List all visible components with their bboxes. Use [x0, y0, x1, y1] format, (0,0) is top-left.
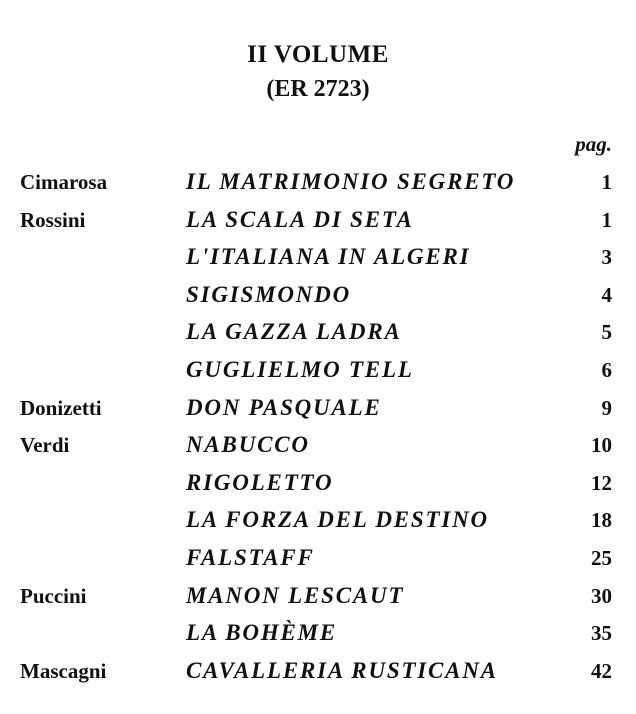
opera-title: LA GAZZA LADRA: [186, 319, 402, 345]
page-number: 3: [601, 245, 612, 270]
list-item: [0, 465, 636, 503]
page-number: 42: [591, 658, 612, 683]
page-column-label: pag.: [575, 132, 612, 156]
opera-title: GUGLIELMO TELL: [186, 356, 414, 382]
opera-title: CAVALLERIA RUSTICANA: [186, 657, 498, 683]
opera-title: NABUCCO: [186, 432, 310, 458]
page-number: 5: [601, 320, 612, 345]
opera-title: SIGISMONDO: [186, 281, 351, 307]
composer-name: Donizetti: [20, 395, 102, 420]
composer-name: Puccini: [20, 583, 87, 608]
list-item: [0, 314, 636, 352]
page-number: 4: [601, 282, 612, 307]
composer-name: Rossini: [20, 207, 86, 232]
list-item: [0, 502, 636, 540]
page-number: 9: [601, 395, 612, 420]
page-number: 35: [591, 621, 612, 646]
list-item: [0, 578, 636, 616]
list-item: [0, 277, 636, 315]
list-item: [0, 540, 636, 578]
opera-title: LA FORZA DEL DESTINO: [186, 507, 489, 533]
list-item: [0, 390, 636, 428]
list-item: [0, 202, 636, 240]
page-number: 30: [591, 583, 612, 608]
opera-title: FALSTAFF: [186, 544, 315, 570]
list-item: [0, 653, 636, 691]
opera-title: LA SCALA DI SETA: [186, 206, 414, 232]
volume-title: II VOLUME: [247, 41, 389, 68]
opera-title: DON PASQUALE: [186, 394, 382, 420]
page-number: 1: [601, 170, 612, 194]
composer-name: Cimarosa: [20, 170, 108, 194]
contents-list: [0, 164, 636, 690]
list-item: [0, 615, 636, 653]
list-item: [0, 164, 636, 202]
list-item: [0, 427, 636, 465]
page-number: 10: [591, 433, 612, 458]
composer-name: Mascagni: [20, 658, 107, 683]
list-item: [0, 239, 636, 277]
list-item: [0, 352, 636, 390]
composer-name: Verdi: [20, 433, 70, 458]
page-number: 12: [591, 470, 612, 495]
opera-title: LA BOHÈME: [186, 620, 338, 646]
opera-title: MANON LESCAUT: [186, 582, 405, 608]
page-number: 1: [601, 207, 612, 232]
page-number: 25: [591, 545, 612, 570]
page-number: 6: [601, 357, 612, 382]
opera-title: IL MATRIMONIO SEGRETO: [186, 169, 516, 194]
catalog-number: (ER 2723): [266, 76, 370, 102]
page-number: 18: [591, 508, 612, 533]
opera-title: L'ITALIANA IN ALGERI: [186, 244, 471, 270]
opera-title: RIGOLETTO: [186, 469, 334, 495]
